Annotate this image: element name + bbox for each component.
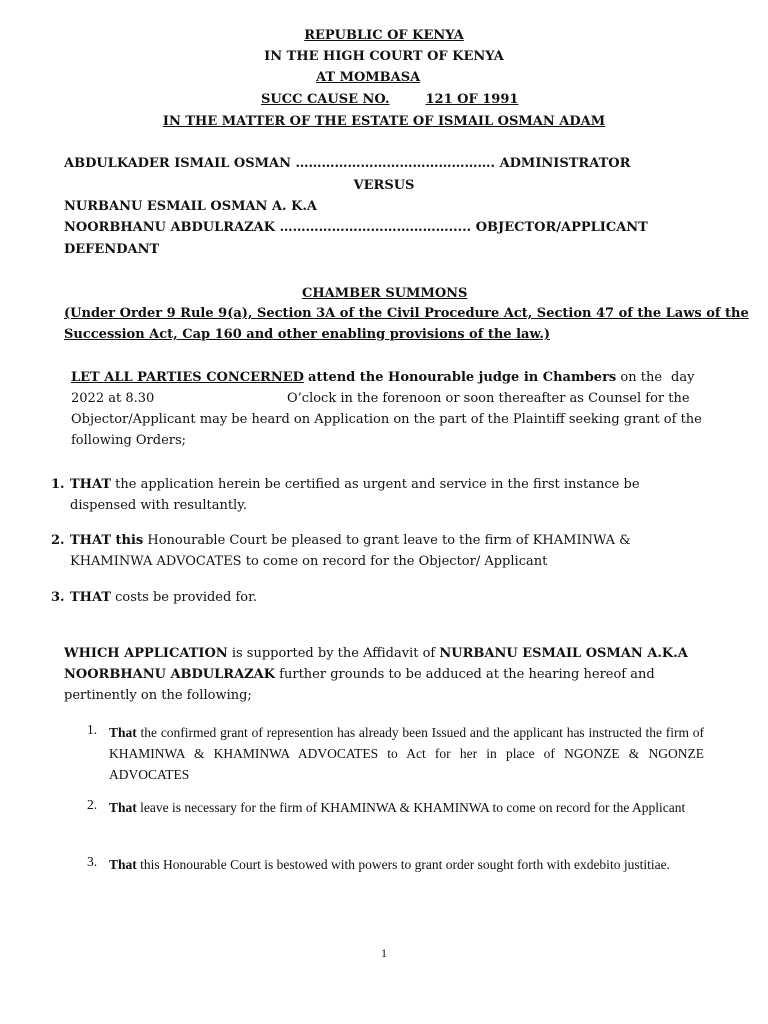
support-lead: WHICH APPLICATION [64, 646, 228, 661]
page-number: 1 [381, 946, 387, 960]
notice-line3: Objector/Applicant may be heard on Application on the part of the Plaintiff seeking grant of the [71, 412, 702, 427]
order-text: costs be provided for. [115, 590, 258, 605]
ground-text: leave is necessary for the firm of KHAMINWA & KHAMINWA to come on record for the Applicant [140, 800, 686, 815]
administrator-name: ABDULKADER ISMAIL OSMAN [64, 156, 291, 171]
ground-item [109, 797, 704, 819]
order-lead: THAT this [70, 533, 144, 548]
support-line3: pertinently on the following; [64, 688, 252, 703]
support-name1: NURBANU ESMAIL OSMAN A.K.A [439, 646, 688, 661]
notice-on-the: on the [620, 370, 663, 385]
notice-lead: LET ALL PARTIES CONCERNED [71, 370, 304, 385]
support-line1 [64, 646, 688, 661]
order-lead: THAT [70, 477, 112, 492]
versus-label: VERSUS [353, 178, 415, 193]
notice-day: day [671, 370, 695, 385]
objector-line2 [64, 220, 648, 235]
header-cause-number [261, 92, 526, 107]
support-name2: NOORBHANU ABDULRAZAK [64, 667, 276, 682]
administrator-role: ADMINISTRATOR [499, 156, 631, 171]
order-lead: THAT [70, 590, 112, 605]
objector-dots: …………………………………..... [279, 220, 472, 235]
header-location: AT MOMBASA [316, 70, 421, 85]
objector-role: OBJECTOR/APPLICANT [475, 220, 648, 235]
ground-lead: That [109, 800, 137, 815]
support-line2 [64, 667, 655, 682]
order-text-cont: KHAMINWA ADVOCATES to come on record for the Objector/ Applicant [70, 554, 548, 569]
cause-number: 121 OF 1991 [425, 92, 519, 107]
support-text1: is supported by the Affidavit of [231, 646, 436, 661]
ground-number: 3. [87, 854, 98, 869]
order-text-cont: dispensed with resultantly. [70, 498, 247, 513]
ground-lead: That [109, 857, 137, 872]
ground-number: 1. [87, 722, 98, 737]
order-number: 3. [51, 590, 65, 605]
ground-lead: That [109, 725, 137, 740]
administrator-dots: ………………………………………. [295, 156, 496, 171]
summons-authority-line2: Succession Act, Cap 160 and other enabling provisions of the law.) [64, 327, 551, 342]
objector-name-line2: NOORBHANU ABDULRAZAK [64, 220, 276, 235]
notice-line4: following Orders; [71, 433, 187, 448]
header-republic: REPUBLIC OF KENYA [304, 28, 464, 43]
order-number: 1. [51, 477, 65, 492]
ground-item [109, 854, 704, 875]
cause-prefix: SUCC CAUSE NO. [261, 92, 390, 107]
order-number: 2. [51, 533, 65, 548]
defendant-label: DEFENDANT [64, 242, 160, 257]
notice-year-time: 2022 at 8.30 [71, 391, 155, 406]
header-estate: IN THE MATTER OF THE ESTATE OF ISMAIL OSMAN ADAM [162, 114, 606, 129]
ground-item [109, 722, 704, 785]
notice-oclock: O’clock in the forenoon or soon thereafter as Counsel for the [287, 391, 690, 406]
header-court: IN THE HIGH COURT OF KENYA [264, 49, 504, 64]
notice-line1 [71, 370, 662, 385]
administrator-line [64, 156, 630, 171]
ground-text: this Honourable Court is bestowed with powers to grant order sought forth with exdebito justitiae. [140, 857, 670, 872]
order-text: the application herein be certified as urgent and service in the first instance be [115, 477, 640, 492]
order-text: Honourable Court be pleased to grant leave to the firm of KHAMINWA & [147, 533, 631, 548]
summons-title: CHAMBER SUMMONS [302, 286, 468, 301]
summons-authority-line1: (Under Order 9 Rule 9(a), Section 3A of the Civil Procedure Act, Section 47 of the Laws of the [64, 306, 749, 321]
notice-lead-bold: attend the Honourable judge in Chambers [308, 370, 617, 385]
support-text2: further grounds to be adduced at the hearing hereof and [279, 667, 655, 682]
ground-text: the confirmed grant of represention has already been Issued and the applicant has instructed the firm of KHAMINWA & KHAMINWA ADVOCATES to Act for her in place of NGONZE & NGONZE ADVOCATES [109, 725, 705, 782]
ground-number: 2. [87, 797, 98, 812]
objector-name-line1: NURBANU ESMAIL OSMAN A. K.A [64, 199, 318, 214]
